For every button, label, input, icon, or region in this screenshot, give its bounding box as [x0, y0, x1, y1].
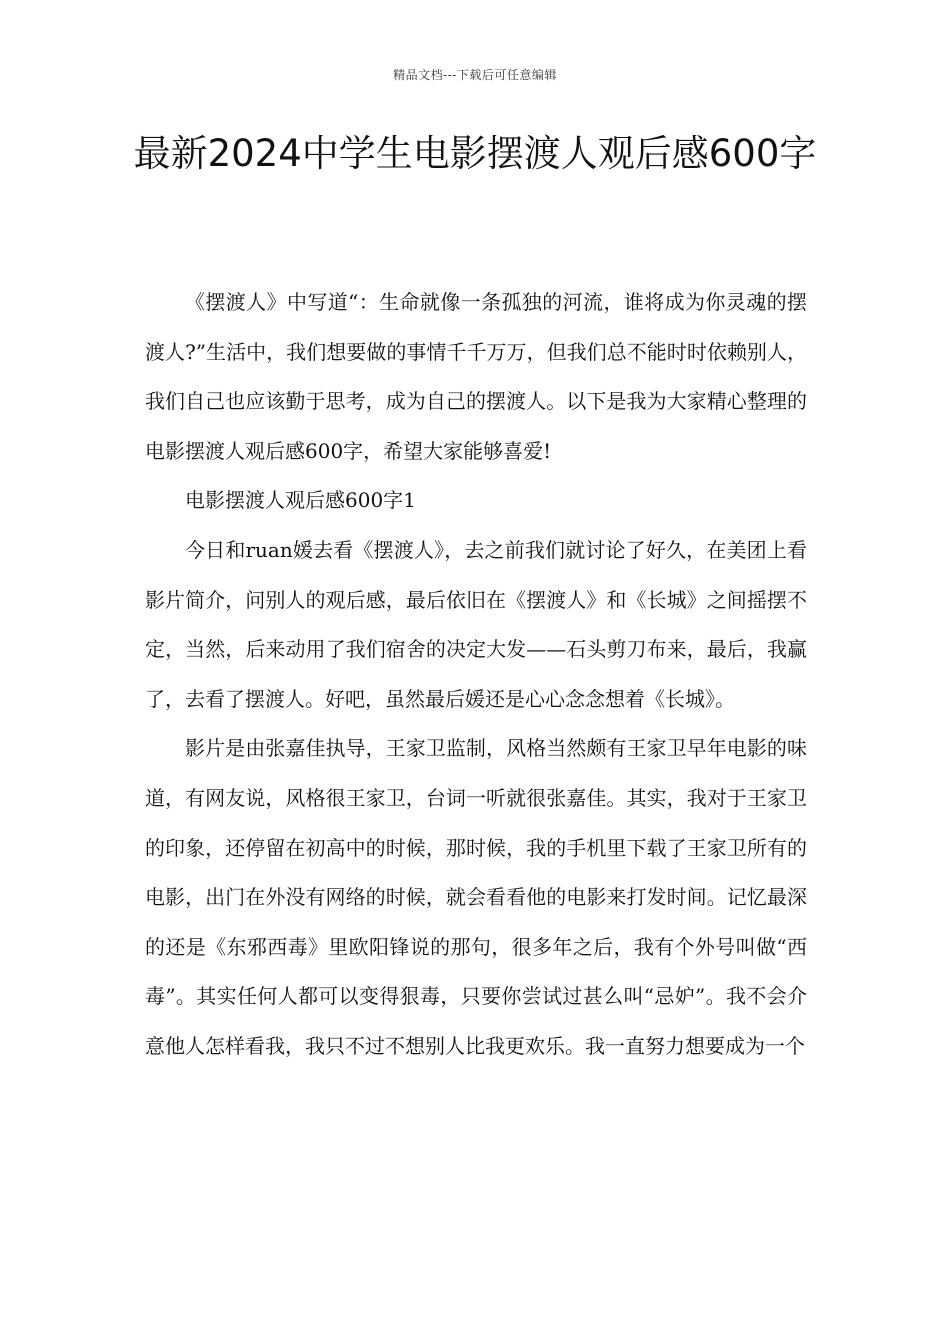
page-header: 精品文档---下载后可任意编辑 — [393, 68, 557, 82]
document-body — [145, 278, 807, 1072]
body-paragraph: 今日和ruan媛去看《摆渡人》，去之前我们就讨论了好久，在美团上看影片简介，问别人的观后感，最后依旧在《摆渡人》和《长城》之间摇摆不定，当然，后来动用了我们宿舍的决定大发——石头剪刀布来，最后，我赢了，去看了摆渡人。好吧，虽然最后媛还是心心念念想着《长城》。 — [145, 537, 807, 711]
body-paragraph: 影片是由张嘉佳执导，王家卫监制，风格当然颇有王家卫早年电影的味道，有网友说，风格很王家卫，台词一听就很张嘉佳。其实，我对于王家卫的印象，还停留在初高中的时候，那时候，我的手机里下载了王家卫所有的电影，出门在外没有网络的时候，就会看看他的电影来打发时间。记忆最深的还是《东邪西毒》里欧阳锋说的那句，很多年之后，我有个外号叫做“西毒”。其实任何人都可以变得狠毒，只要你尝试过甚么叫“忌妒”。我不会介意他人怎样看我，我只不过不想别人比我更欢乐。我一直努力想要成为一个 — [145, 736, 807, 1058]
intro-paragraph: 《摆渡人》中写道“：生命就像一条孤独的河流，谁将成为你灵魂的摆渡人?”生活中，我们想要做的事情千千万万，但我们总不能时时依赖别人，我们自己也应该勤于思考，成为自己的摆渡人。以下是我为大家精心整理的电影摆渡人观后感600字，希望大家能够喜爱! — [145, 290, 807, 463]
section-heading: 电影摆渡人观后感600字1 — [185, 488, 416, 513]
document-title: 最新2024中学生电影摆渡人观后感600字 — [133, 132, 817, 175]
